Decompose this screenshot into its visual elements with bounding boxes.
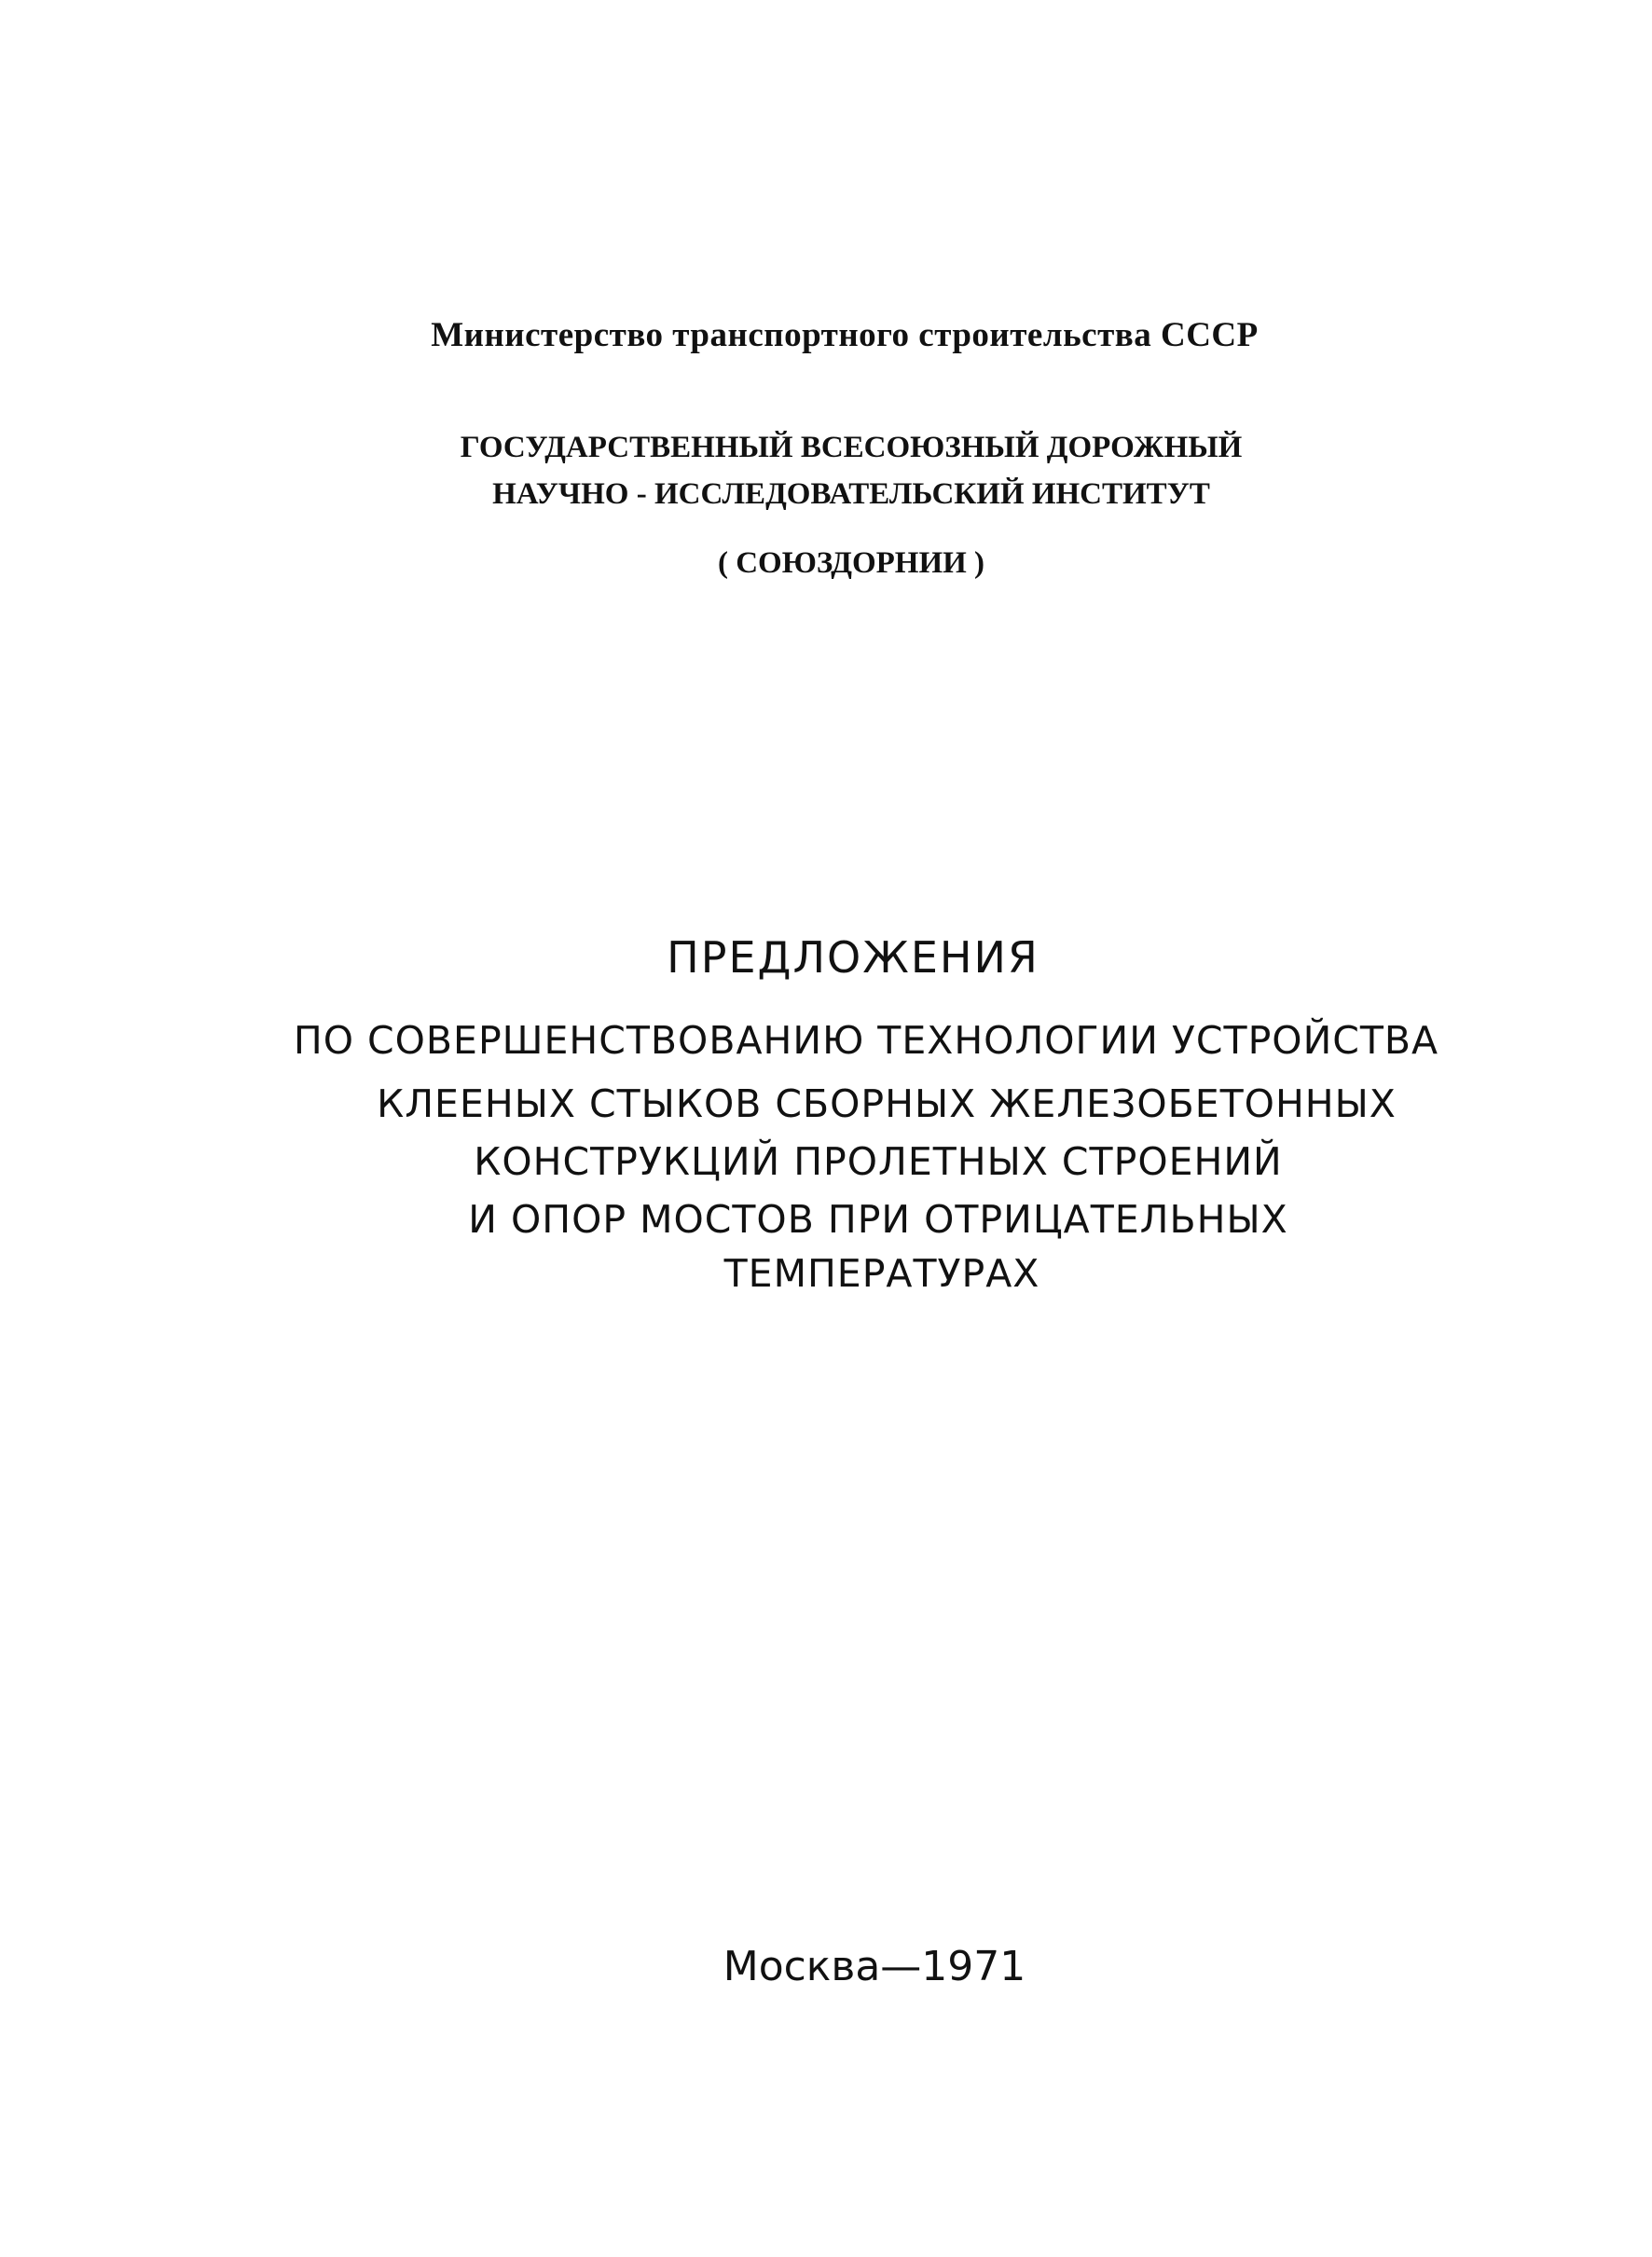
ministry-name: Министерство транспортного строительства СССР [431,316,1259,354]
institute-abbreviation: ( СОЮЗДОРНИИ ) [717,546,985,580]
subtitle-line-5: ТЕМПЕРАТУРАХ [723,1251,1040,1296]
document-title: ПРЕДЛОЖЕНИЯ [667,932,1039,983]
institute-name-line-1: ГОСУДАРСТВЕННЫЙ ВСЕСОЮЗНЫЙ ДОРОЖНЫЙ [460,431,1243,464]
imprint-place-year: Москва—1971 [723,1943,1026,1990]
subtitle-line-4: И ОПОР МОСТОВ ПРИ ОТРИЦАТЕЛЬНЫХ [468,1197,1288,1242]
subtitle-line-3: КОНСТРУКЦИЙ ПРОЛЕТНЫХ СТРОЕНИЙ [474,1139,1283,1184]
subtitle-line-1: ПО СОВЕРШЕНСТВОВАНИЮ ТЕХНОЛОГИИ УСТРОЙСТВА [293,1018,1439,1063]
institute-name-line-2: НАУЧНО - ИССЛЕДОВАТЕЛЬСКИЙ ИНСТИТУТ [492,477,1210,511]
subtitle-line-2: КЛЕЕНЫХ СТЫКОВ СБОРНЫХ ЖЕЛЕЗОБЕТОННЫХ [377,1081,1397,1126]
